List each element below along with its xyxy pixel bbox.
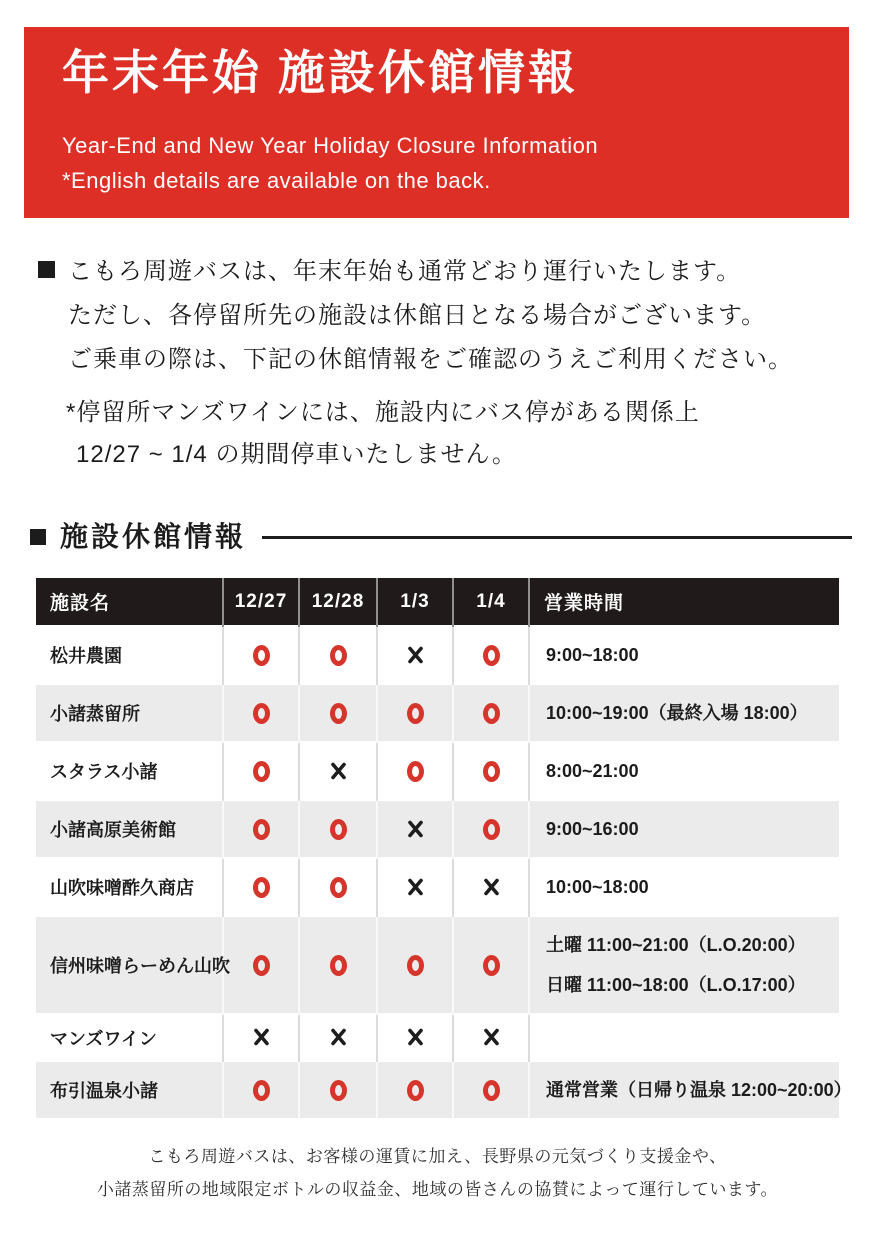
- header-banner: [24, 27, 849, 218]
- column-header: 1/4: [453, 578, 529, 626]
- footer-note: [0, 1140, 875, 1206]
- status-cell: [453, 1014, 529, 1061]
- table-row: [36, 916, 839, 1014]
- note-line: *停留所マンズワインには、施設内にバス停がある関係上: [66, 399, 700, 426]
- closed-mark-icon: [483, 878, 500, 896]
- intro-line: ご乗車の際は、下記の休館情報をご確認のうえご利用ください。: [68, 346, 793, 373]
- hours-line: 9:00~16:00: [546, 819, 639, 839]
- status-cell: [377, 626, 453, 684]
- column-header: 12/28: [299, 578, 377, 626]
- header-subtitle-en: Year-End and New Year Holiday Closure Information: [62, 133, 599, 158]
- status-cell: [223, 626, 299, 684]
- business-hours: [529, 800, 839, 858]
- status-cell: [223, 800, 299, 858]
- business-hours: [529, 626, 839, 684]
- status-cell: [223, 1061, 299, 1118]
- square-bullet-icon: [30, 529, 46, 545]
- status-cell: [223, 858, 299, 916]
- closed-mark-icon: [407, 878, 424, 896]
- open-mark-icon: [330, 819, 347, 840]
- status-cell: [299, 684, 377, 742]
- bus-stop-note: [66, 392, 848, 476]
- footer-line: こもろ周遊バスは、お客様の運賃に加え、長野県の元気づくり支援金や、: [148, 1147, 727, 1166]
- table-row: [36, 742, 839, 800]
- intro-paragraph: [38, 250, 848, 382]
- facility-name: 信州味噌らーめん山吹: [36, 916, 223, 1014]
- open-mark-icon: [253, 955, 270, 976]
- note-line: 12/27 ~ 1/4 の期間停車いたしません。: [76, 441, 517, 468]
- open-mark-icon: [483, 819, 500, 840]
- status-cell: [223, 916, 299, 1014]
- status-cell: [453, 1061, 529, 1118]
- facility-name: 松井農園: [36, 626, 223, 684]
- status-cell: [453, 858, 529, 916]
- open-mark-icon: [407, 703, 424, 724]
- facility-name: スタラス小諸: [36, 742, 223, 800]
- status-cell: [299, 800, 377, 858]
- status-cell: [223, 742, 299, 800]
- hours-line: 8:00~21:00: [546, 761, 639, 781]
- status-cell: [453, 684, 529, 742]
- status-cell: [453, 916, 529, 1014]
- intro-section: [38, 250, 848, 476]
- status-cell: [377, 916, 453, 1014]
- open-mark-icon: [253, 819, 270, 840]
- facility-name: 山吹味噌酢久商店: [36, 858, 223, 916]
- business-hours: [529, 1061, 852, 1118]
- open-mark-icon: [330, 645, 347, 666]
- closed-mark-icon: [330, 762, 347, 780]
- closed-mark-icon: [483, 1028, 500, 1046]
- table-row: [36, 684, 839, 742]
- status-cell: [299, 916, 377, 1014]
- hours-line: 通常営業（日帰り温泉 12:00~20:00）: [546, 1080, 852, 1100]
- column-header: 施設名: [36, 578, 223, 626]
- status-cell: [299, 1061, 377, 1118]
- status-cell: [377, 1061, 453, 1118]
- open-mark-icon: [483, 761, 500, 782]
- open-mark-icon: [407, 1080, 424, 1101]
- hours-line: 土曜 11:00~21:00（L.O.20:00）: [546, 935, 806, 955]
- hours-line: 9:00~18:00: [546, 645, 639, 665]
- closure-section-heading: [30, 517, 852, 557]
- closure-table: [36, 578, 852, 1118]
- status-cell: [299, 742, 377, 800]
- table-row: [36, 858, 839, 916]
- status-cell: [377, 742, 453, 800]
- status-cell: [299, 626, 377, 684]
- table-row: [36, 800, 839, 858]
- section-rule: [262, 536, 852, 539]
- intro-text: [68, 250, 793, 382]
- open-mark-icon: [330, 955, 347, 976]
- status-cell: [299, 1014, 377, 1061]
- footer-line: 小諸蒸留所の地域限定ボトルの収益金、地域の皆さんの協賛によって運行しています。: [96, 1180, 779, 1199]
- open-mark-icon: [483, 645, 500, 666]
- open-mark-icon: [253, 645, 270, 666]
- business-hours: [529, 1014, 839, 1061]
- status-cell: [453, 626, 529, 684]
- status-cell: [453, 742, 529, 800]
- closed-mark-icon: [407, 820, 424, 838]
- column-header: 営業時間: [544, 593, 625, 614]
- closed-mark-icon: [253, 1028, 270, 1046]
- closed-mark-icon: [407, 1028, 424, 1046]
- open-mark-icon: [330, 1080, 347, 1101]
- table-row: [36, 1014, 839, 1061]
- closed-mark-icon: [330, 1028, 347, 1046]
- status-cell: [299, 858, 377, 916]
- hours-line: 10:00~19:00（最終入場 18:00）: [546, 703, 808, 723]
- section-title: 施設休館情報: [60, 521, 247, 552]
- open-mark-icon: [407, 761, 424, 782]
- status-cell: [377, 1014, 453, 1061]
- status-cell: [453, 800, 529, 858]
- status-cell: [223, 1014, 299, 1061]
- open-mark-icon: [253, 703, 270, 724]
- facility-name: マンズワイン: [36, 1014, 223, 1061]
- facility-name: 布引温泉小諸: [36, 1061, 223, 1118]
- hours-line: 日曜 11:00~18:00（L.O.17:00）: [546, 975, 806, 995]
- intro-line: こもろ周遊バスは、年末年始も通常どおり運行いたします。: [68, 258, 742, 285]
- open-mark-icon: [483, 1080, 500, 1101]
- business-hours: [529, 742, 839, 800]
- open-mark-icon: [330, 703, 347, 724]
- open-mark-icon: [253, 761, 270, 782]
- column-header: 12/27: [223, 578, 299, 626]
- table-row: [36, 1061, 839, 1118]
- header-note-en: *English details are available on the back.: [62, 168, 491, 193]
- intro-line: ただし、各停留所先の施設は休館日となる場合がございます。: [68, 302, 767, 329]
- table-row: [36, 626, 839, 684]
- table-header-row: [36, 578, 839, 626]
- business-hours: [529, 916, 839, 1014]
- status-cell: [223, 684, 299, 742]
- open-mark-icon: [330, 877, 347, 898]
- status-cell: [377, 684, 453, 742]
- square-bullet-icon: [38, 261, 55, 278]
- open-mark-icon: [483, 703, 500, 724]
- business-hours: [529, 684, 839, 742]
- status-cell: [377, 800, 453, 858]
- open-mark-icon: [407, 955, 424, 976]
- column-header: 1/3: [377, 578, 453, 626]
- open-mark-icon: [253, 877, 270, 898]
- open-mark-icon: [253, 1080, 270, 1101]
- business-hours: [529, 858, 839, 916]
- hours-line: 10:00~18:00: [546, 877, 649, 897]
- facility-name: 小諸蒸留所: [36, 684, 223, 742]
- page-title: 年末年始 施設休館情報: [62, 46, 579, 99]
- open-mark-icon: [483, 955, 500, 976]
- facility-name: 小諸高原美術館: [36, 800, 223, 858]
- status-cell: [377, 858, 453, 916]
- closed-mark-icon: [407, 646, 424, 664]
